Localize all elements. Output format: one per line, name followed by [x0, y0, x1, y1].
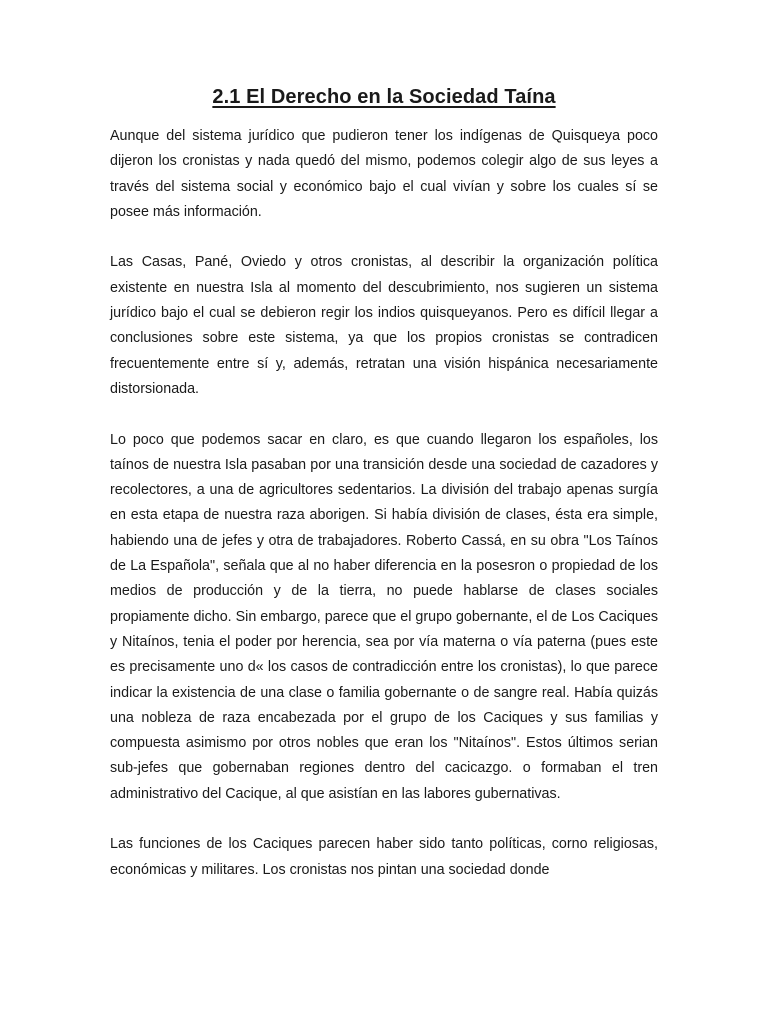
paragraph-2: Las Casas, Pané, Oviedo y otros cronistas, al describir la organización política existente en nuestra Isla al momento del descubrimiento, nos sugieren un sistema jurídico bajo el cual se debieron regir los indios quisqueyanos. Pero es difícil llegar a conclusiones sobre este sistema, ya que los propios cronistas se contradicen frecuentemente entre sí y, además, retratan una visión hispánica necesariamente distorsionada.: [110, 254, 658, 397]
document-body: [110, 124, 658, 908]
document-title: 2.1 El Derecho en la Sociedad Taína: [212, 86, 556, 108]
paragraph-3: Lo poco que podemos sacar en claro, es que cuando llegaron los españoles, los taínos de nuestra Isla pasaban por una transición desde una sociedad de cazadores y recolectores, a una de agricultores sedentarios. La división del trabajo apenas surgía en esta etapa de nuestra raza aborigen. Si había división de clases, ésta era simple, habiendo una de jefes y otra de trabajadores. Roberto Cassá, en su obra "Los Taínos de La Española", señala que al no haber diferencia en la posesron o propiedad de los medios de producción y de la tierra, no puede hablarse de clases sociales propiamente dicho. Sin embargo, parece que el grupo gobernante, el de Los Caciques y Nitaínos, tenia el poder por herencia, sea por vía materna o vía paterna (pues este es precisamente uno d« los casos de contradicción entre los cronistas), lo que parece indicar la existencia de una clase o familia gobernante o de sangre real. Había quizás una nobleza de raza encabezada por el grupo de los Caciques y sus familias y compuesta asimismo por otros nobles que eran los "Nitaínos". Estos últimos serian sub-jefes que gobernaban regiones dentro del cacicazgo. o formaban el tren administrativo del Cacique, al que asistían en las labores gubernativas.: [110, 431, 658, 802]
paragraph-1: Aunque del sistema jurídico que pudieron tener los indígenas de Quisqueya poco dijeron los cronistas y nada quedó del mismo, podemos colegir algo de sus leyes a través del sistema social y económico bajo el cual vivían y sobre los cuales sí se posee más información.: [110, 128, 658, 220]
paragraph-4: Las funciones de los Caciques parecen haber sido tanto políticas, corno religiosas, económicas y militares. Los cronistas nos pintan una sociedad donde: [110, 836, 658, 878]
